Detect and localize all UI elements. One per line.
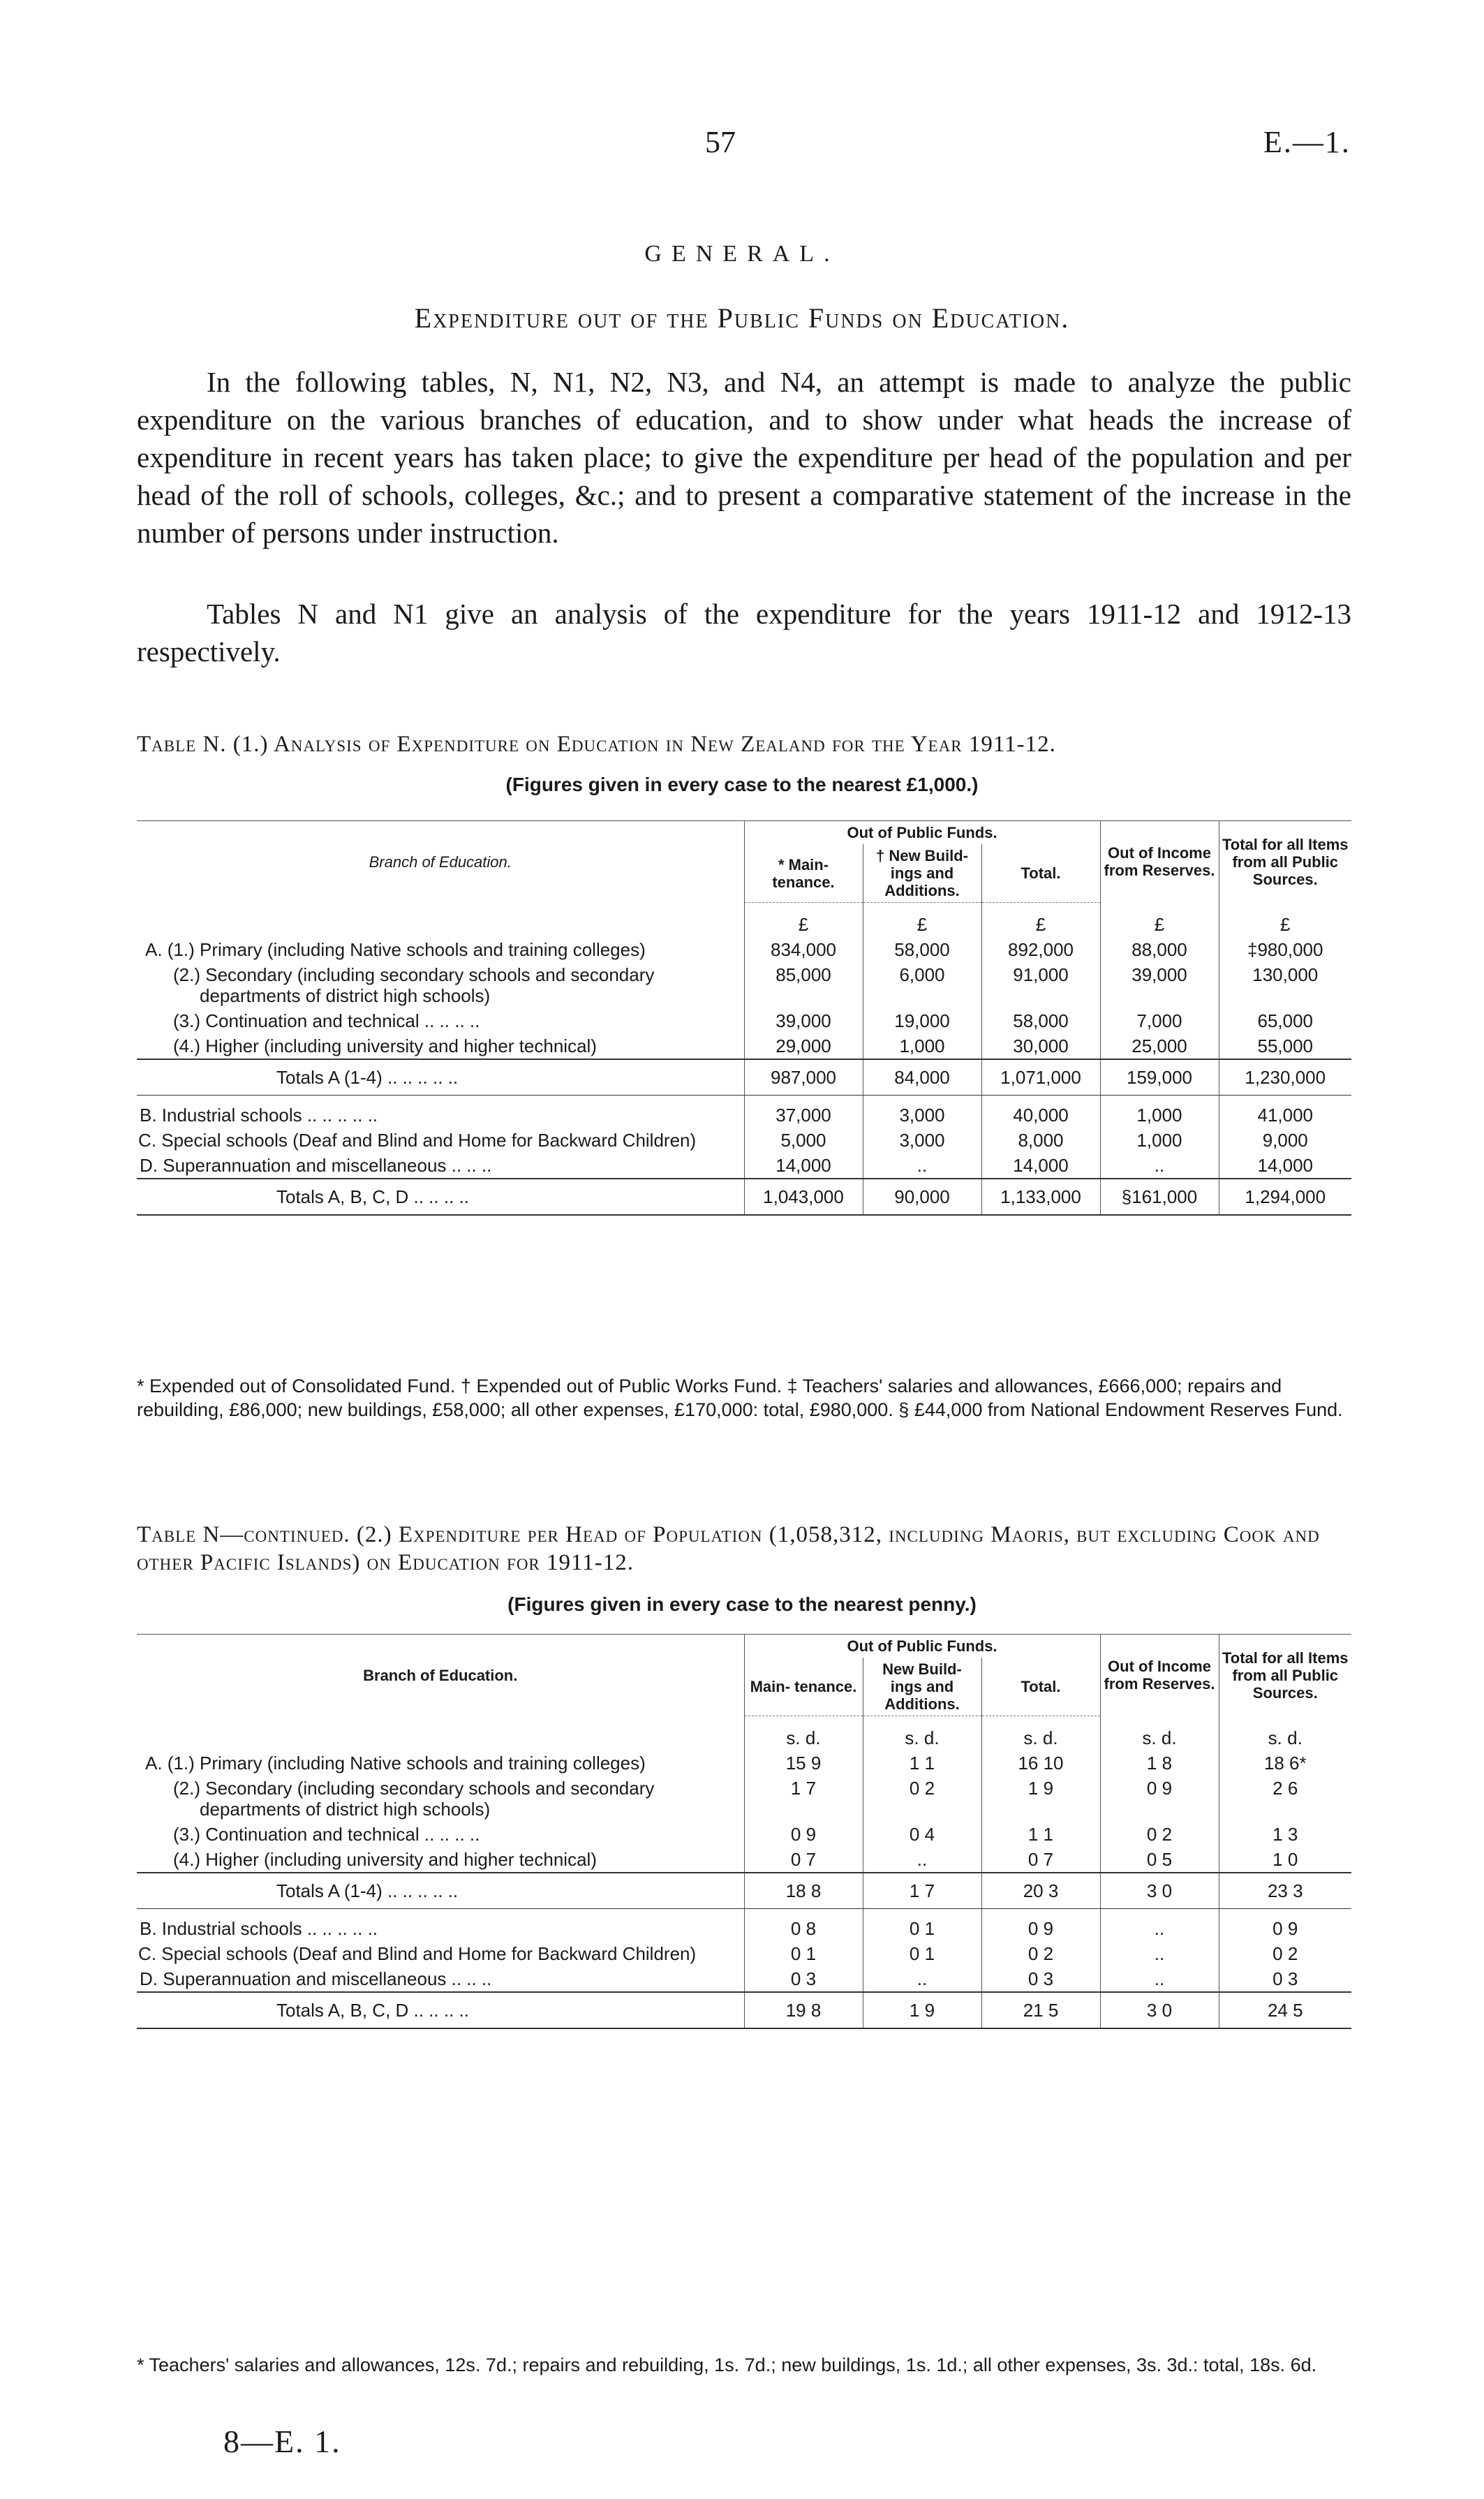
cell-value: 892,000: [981, 937, 1100, 962]
row-label: Totals A (1-4) .. .. .. .. ..: [137, 1873, 744, 1909]
cell-value: 0 9: [981, 1916, 1100, 1941]
table2-subcaption: (Figures given in every case to the nearest penny.): [507, 1593, 977, 1615]
row-label: C. Special schools (Deaf and Blind and Home for Backward Children): [138, 1130, 697, 1151]
cell-value: 1 0: [1219, 1847, 1351, 1873]
cell-value: 91,000: [981, 962, 1100, 1008]
table1-header-public-funds: Out of Public Funds.: [744, 821, 1100, 845]
unit-label: s. d.: [981, 1716, 1100, 1751]
table1-header-branch: Branch of Education.: [137, 821, 744, 903]
cell-value: 19 8: [744, 1992, 863, 2028]
cell-value: 0 7: [981, 1847, 1100, 1873]
table-row: [137, 937, 1351, 962]
row-label: (2.) Secondary (including secondary schools and secondary departments of district high schools): [173, 1778, 655, 1820]
table-row: [137, 1750, 1351, 1776]
table2-header-all-sources: Total for all Items from all Public Sources.: [1219, 1635, 1351, 1716]
row-label: A. (1.) Primary (including Native schools and training colleges): [145, 939, 646, 960]
cell-value: 834,000: [744, 937, 863, 962]
cell-value: 3,000: [863, 1103, 981, 1128]
cell-value: 0 1: [863, 1916, 981, 1941]
table2-caption: Table N—continued. (2.) Expenditure per Head of Population (1,058,312, including Maoris, but excluding Cook and other Pacific Islands) on Education for 1911-12.: [137, 1522, 1320, 1575]
cell-value: 0 2: [863, 1776, 981, 1822]
cell-value: 7,000: [1100, 1008, 1219, 1033]
cell-value: 65,000: [1219, 1008, 1351, 1033]
cell-value: 1 1: [863, 1750, 981, 1776]
cell-value: 1,043,000: [744, 1179, 863, 1215]
table-row: [137, 1941, 1351, 1966]
cell-value: 0 9: [1219, 1916, 1351, 1941]
cell-value: 15 9: [744, 1750, 863, 1776]
cell-value: 39,000: [1100, 962, 1219, 1008]
totals-row: [137, 1059, 1351, 1096]
totals-row: [137, 1992, 1351, 2028]
table-row: [137, 1822, 1351, 1847]
row-label: (4.) Higher (including university and higher technical): [173, 1849, 597, 1870]
table-row: [137, 1716, 1351, 1751]
row-label: (2.) Secondary (including secondary schools and secondary departments of district high schools): [173, 964, 655, 1006]
table1-header-total: Total.: [981, 844, 1100, 903]
table-row: [137, 1776, 1351, 1822]
table2-header-total: Total.: [981, 1658, 1100, 1716]
table2-header-branch: Branch of Education.: [137, 1635, 744, 1716]
cell-value: ..: [863, 1966, 981, 1992]
section-heading: GENERAL.: [644, 241, 840, 267]
cell-value: 0 3: [1219, 1966, 1351, 1992]
cell-value: 55,000: [1219, 1033, 1351, 1059]
cell-value: 8,000: [981, 1128, 1100, 1153]
totals-row: [137, 1873, 1351, 1909]
cell-value: 14,000: [744, 1153, 863, 1179]
totals-row: [137, 1179, 1351, 1215]
cell-value: ..: [1100, 1916, 1219, 1941]
unit-label: s. d.: [1219, 1716, 1351, 1751]
cell-value: 1,000: [863, 1033, 981, 1059]
row-label: D. Superannuation and miscellaneous .. .. ..: [140, 1968, 492, 1989]
cell-value: 0 8: [744, 1916, 863, 1941]
cell-value: 2 6: [1219, 1776, 1351, 1822]
cell-value: 30,000: [981, 1033, 1100, 1059]
cell-value: 0 4: [863, 1822, 981, 1847]
table2-footnote: * Teachers' salaries and allowances, 12s. 7d.; repairs and rebuilding, 1s. 7d.; new buildings, 1s. 1d.; all other expenses, 3s. 3d.: total, 18s. 6d.: [137, 2354, 1317, 2375]
row-label: (3.) Continuation and technical .. .. .. ..: [173, 1824, 480, 1845]
row-label: (4.) Higher (including university and higher technical): [173, 1035, 597, 1056]
cell-value: 24 5: [1219, 1992, 1351, 2028]
table1-header-all-sources: Total for all Items from all Public Sources.: [1219, 821, 1351, 903]
cell-value: 18 8: [744, 1873, 863, 1909]
cell-value: 3,000: [863, 1128, 981, 1153]
table2-header-reserves: Out of Income from Reserves.: [1100, 1635, 1219, 1716]
signature-mark: 8—E. 1.: [223, 2424, 341, 2459]
cell-value: §161,000: [1100, 1179, 1219, 1215]
cell-value: 58,000: [863, 937, 981, 962]
cell-value: ..: [1100, 1941, 1219, 1966]
table1-footnote: * Expended out of Consolidated Fund. † Expended out of Public Works Fund. ‡ Teachers' salaries and allowances, £666,000; repairs and rebuilding, £86,000; new buildings, £58,000; all other expenses, £170,000: total, £980,000. § £44,000 from National Endowment Reserves Fund.: [137, 1376, 1343, 1420]
unit-label: s. d.: [863, 1716, 981, 1751]
table-row: [137, 1033, 1351, 1059]
cell-value: 1 7: [744, 1776, 863, 1822]
table2-header-new-buildings: New Build- ings and Additions.: [863, 1658, 981, 1716]
cell-value: 39,000: [744, 1008, 863, 1033]
cell-value: 1 8: [1100, 1750, 1219, 1776]
cell-value: 58,000: [981, 1008, 1100, 1033]
row-label: Totals A, B, C, D .. .. .. ..: [137, 1992, 744, 2028]
cell-value: 14,000: [981, 1153, 1100, 1179]
cell-value: 16 10: [981, 1750, 1100, 1776]
unit-label: £: [744, 903, 863, 938]
cell-value: 1 3: [1219, 1822, 1351, 1847]
table1-header-reserves: Out of Income from Reserves.: [1100, 821, 1219, 903]
unit-label: £: [1219, 903, 1351, 938]
page-number: 57: [705, 125, 736, 159]
cell-value: 6,000: [863, 962, 981, 1008]
cell-value: 1,000: [1100, 1103, 1219, 1128]
row-label: D. Superannuation and miscellaneous .. .. ..: [140, 1155, 492, 1176]
table1-caption: Table N. (1.) Analysis of Expenditure on Education in New Zealand for the Year 1911-12.: [137, 732, 1056, 757]
cell-value: 0 1: [863, 1941, 981, 1966]
table2-header-public-funds: Out of Public Funds.: [744, 1635, 1100, 1658]
table1-header-maintenance: * Main- tenance.: [744, 844, 863, 903]
cell-value: ..: [1100, 1153, 1219, 1179]
cell-value: 88,000: [1100, 937, 1219, 962]
table2: [137, 1634, 1351, 2029]
cell-value: ‡980,000: [1219, 937, 1351, 962]
cell-value: 19,000: [863, 1008, 981, 1033]
row-label: A. (1.) Primary (including Native schools and training colleges): [145, 1753, 646, 1774]
row-label: B. Industrial schools .. .. .. .. ..: [140, 1105, 378, 1126]
cell-value: 5,000: [744, 1128, 863, 1153]
cell-value: 0 5: [1100, 1847, 1219, 1873]
cell-value: 29,000: [744, 1033, 863, 1059]
table1: [137, 820, 1351, 1216]
cell-value: 987,000: [744, 1059, 863, 1096]
cell-value: 23 3: [1219, 1873, 1351, 1909]
cell-value: 0 2: [1100, 1822, 1219, 1847]
table-row: [137, 1916, 1351, 1941]
table-row: [137, 1103, 1351, 1128]
cell-value: 0 2: [1219, 1941, 1351, 1966]
row-label: C. Special schools (Deaf and Blind and Home for Backward Children): [138, 1943, 697, 1964]
cell-value: 1 1: [981, 1822, 1100, 1847]
cell-value: 21 5: [981, 1992, 1100, 2028]
cell-value: 18 6*: [1219, 1750, 1351, 1776]
row-label: B. Industrial schools .. .. .. .. ..: [140, 1918, 378, 1939]
cell-value: 1,230,000: [1219, 1059, 1351, 1096]
cell-value: 14,000: [1219, 1153, 1351, 1179]
row-label: (3.) Continuation and technical .. .. .. ..: [173, 1010, 480, 1031]
cell-value: 84,000: [863, 1059, 981, 1096]
cell-value: 1,294,000: [1219, 1179, 1351, 1215]
table1-subcaption: (Figures given in every case to the nearest £1,000.): [505, 774, 979, 795]
cell-value: 0 3: [744, 1966, 863, 1992]
cell-value: 1 9: [981, 1776, 1100, 1822]
unit-label: s. d.: [744, 1716, 863, 1751]
cell-value: 130,000: [1219, 962, 1351, 1008]
row-label: Totals A, B, C, D .. .. .. ..: [137, 1179, 744, 1215]
cell-value: 1,071,000: [981, 1059, 1100, 1096]
cell-value: 0 9: [1100, 1776, 1219, 1822]
unit-label: £: [863, 903, 981, 938]
cell-value: 1,000: [1100, 1128, 1219, 1153]
table-row: [137, 1153, 1351, 1179]
table-row: [137, 1128, 1351, 1153]
cell-value: ..: [863, 1153, 981, 1179]
table1-header-new-buildings: † New Build- ings and Additions.: [863, 844, 981, 903]
intro-paragraph: Tables N and N1 give an analysis of the expenditure for the years 1911-12 and 1912-13 respectively.: [137, 598, 1351, 668]
cell-value: 9,000: [1219, 1128, 1351, 1153]
table-row: [137, 1966, 1351, 1992]
cell-value: 0 2: [981, 1941, 1100, 1966]
intro-paragraph: In the following tables, N, N1, N2, N3, and N4, an attempt is made to analyze the public expenditure on the various branches of education, and to show under what heads the increase of expenditure in recent years has taken place; to give the expenditure per head of the population and per head of the roll of schools, colleges, &c.; and to present a comparative statement of the increase in the number of persons under instruction.: [137, 366, 1351, 549]
row-label: Totals A (1-4) .. .. .. .. ..: [137, 1059, 744, 1096]
cell-value: 20 3: [981, 1873, 1100, 1909]
cell-value: 40,000: [981, 1103, 1100, 1128]
cell-value: 1,133,000: [981, 1179, 1100, 1215]
cell-value: 159,000: [1100, 1059, 1219, 1096]
cell-value: 85,000: [744, 962, 863, 1008]
cell-value: ..: [863, 1847, 981, 1873]
unit-label: £: [1100, 903, 1219, 938]
cell-value: 0 9: [744, 1822, 863, 1847]
cell-value: 1 7: [863, 1873, 981, 1909]
cell-value: 0 3: [981, 1966, 1100, 1992]
cell-value: ..: [1100, 1966, 1219, 1992]
unit-label: £: [981, 903, 1100, 938]
table2-header-maintenance: Main- tenance.: [744, 1658, 863, 1716]
cell-value: 0 7: [744, 1847, 863, 1873]
cell-value: 25,000: [1100, 1033, 1219, 1059]
cell-value: 3 0: [1100, 1992, 1219, 2028]
table-row: [137, 962, 1351, 1008]
cell-value: 0 1: [744, 1941, 863, 1966]
table-row: [137, 1008, 1351, 1033]
table-row: [137, 1847, 1351, 1873]
cell-value: 3 0: [1100, 1873, 1219, 1909]
cell-value: 41,000: [1219, 1103, 1351, 1128]
cell-value: 1 9: [863, 1992, 981, 2028]
unit-label: s. d.: [1100, 1716, 1219, 1751]
document-reference: E.—1.: [1263, 125, 1351, 159]
cell-value: 37,000: [744, 1103, 863, 1128]
table-row: [137, 903, 1351, 938]
page-title: Expenditure out of the Public Funds on Education.: [414, 302, 1070, 334]
cell-value: 90,000: [863, 1179, 981, 1215]
